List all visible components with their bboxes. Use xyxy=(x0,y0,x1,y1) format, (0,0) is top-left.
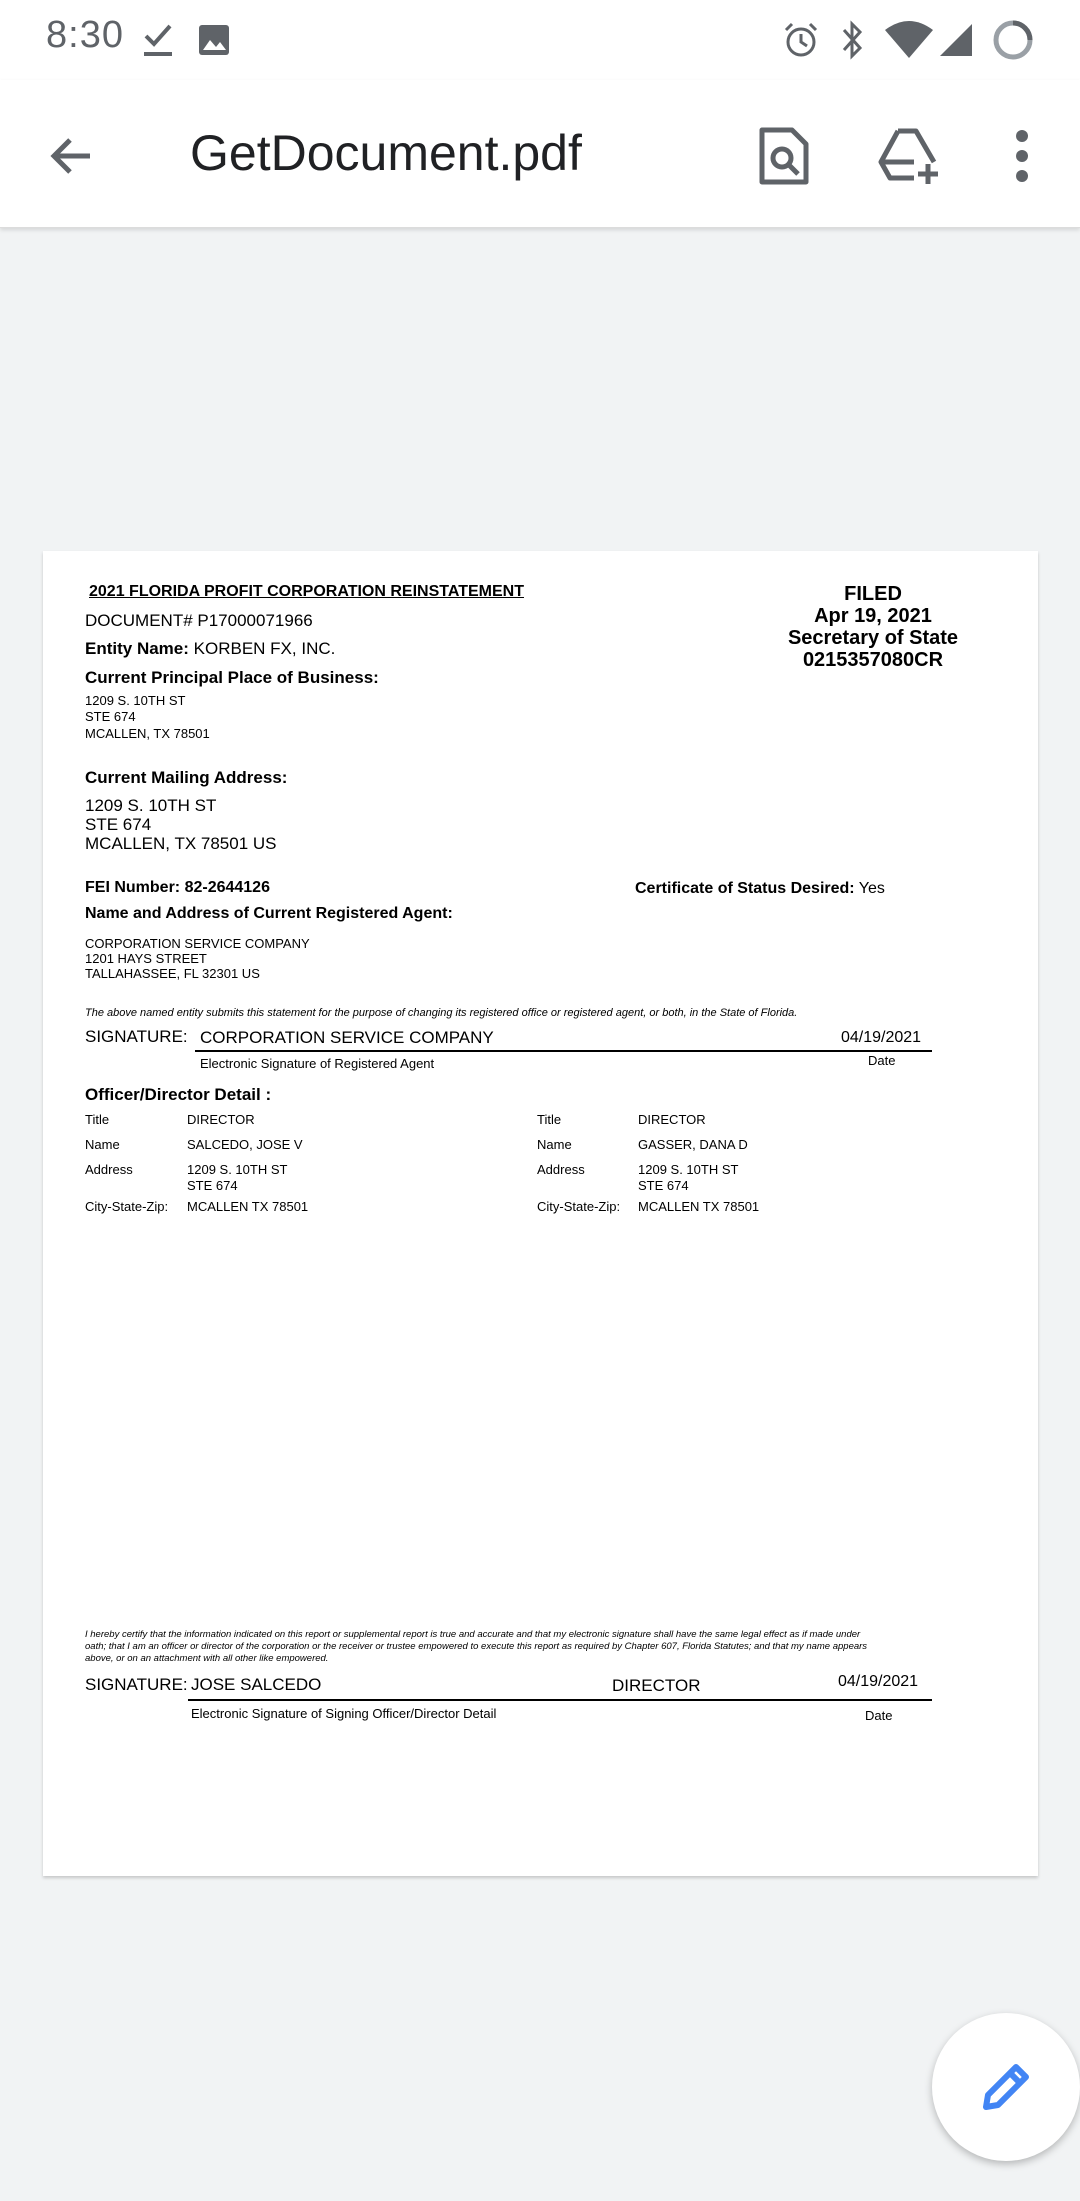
filed-line-1: FILED xyxy=(844,583,902,605)
document-title: GetDocument.pdf xyxy=(190,125,582,181)
filed-line-2: Apr 19, 2021 xyxy=(814,605,932,627)
officer-1-csz: MCALLEN TX 78501 xyxy=(187,1199,309,1214)
agent-line-1: CORPORATION SERVICE COMPANY xyxy=(85,936,310,951)
fei-number: FEI Number: 82-2644126 xyxy=(85,879,270,896)
filed-stamp xyxy=(703,583,1043,671)
more-options-icon xyxy=(1014,130,1030,182)
officer-1-name-label: Name xyxy=(85,1137,120,1152)
agent-label: Name and Address of Current Registered Agent: xyxy=(85,905,453,922)
principal-line-3: MCALLEN, TX 78501 xyxy=(85,726,210,741)
officer-signature-label: SIGNATURE: xyxy=(85,1675,188,1694)
app-bar xyxy=(0,80,1080,228)
mailing-line-1: 1209 S. 10TH ST xyxy=(85,796,217,815)
officer-date-caption: Date xyxy=(865,1708,893,1723)
officer-signature-line xyxy=(188,1699,932,1701)
officer-1-csz-label: City-State-Zip: xyxy=(85,1199,169,1214)
download-done-icon xyxy=(142,18,174,62)
filed-line-4: 0215357080CR xyxy=(802,649,944,671)
officer-2-csz-label: City-State-Zip: xyxy=(537,1199,621,1214)
document-number: DOCUMENT# P17000071966 xyxy=(85,611,313,630)
officer-1-address-line-1: 1209 S. 10TH ST xyxy=(187,1162,288,1177)
officer-1-address-line-2: STE 674 xyxy=(187,1178,238,1193)
certify-line-2: oath; that I am an officer or director of the corporation or the receiver or trustee empowered to execute this report as required by Chapter 607, Florida Statutes; and that my name appears xyxy=(85,1641,868,1652)
officer-signature-caption: Electronic Signature of Signing Officer/Director Detail xyxy=(191,1706,497,1721)
edit-pencil-icon xyxy=(978,2059,1034,2115)
battery-icon xyxy=(992,18,1034,62)
agent-signature-line xyxy=(195,1050,932,1052)
edit-fab-button[interactable] xyxy=(932,2013,1080,2161)
officer-2-csz: MCALLEN TX 78501 xyxy=(638,1199,760,1214)
officer-1-title: DIRECTOR xyxy=(187,1112,255,1127)
officer-2-address-label: Address xyxy=(537,1162,585,1177)
officer-2-address-line-2: STE 674 xyxy=(638,1178,689,1193)
officer-signature-name: JOSE SALCEDO xyxy=(191,1675,322,1694)
officer-1-title-label: Title xyxy=(85,1112,110,1127)
entity-name xyxy=(85,639,335,659)
principal-line-1: 1209 S. 10TH ST xyxy=(85,693,186,708)
officer-2-name: GASSER, DANA D xyxy=(638,1137,748,1152)
mailing-line-2: STE 674 xyxy=(85,815,152,834)
find-in-document-icon xyxy=(758,126,810,186)
image-icon xyxy=(198,18,230,62)
certificate-label: Certificate of Status Desired: xyxy=(635,880,855,897)
principal-line-2: STE 674 xyxy=(85,709,136,724)
back-arrow-icon xyxy=(48,132,96,180)
agent-statement: The above named entity submits this statement for the purpose of changing its registered office or registered agent, or both, in the State of Florida. xyxy=(85,1007,798,1019)
officer-signature-title: DIRECTOR xyxy=(612,1676,701,1695)
status-bar xyxy=(0,0,1080,80)
officer-2-name-label: Name xyxy=(537,1137,572,1152)
agent-signature-label: SIGNATURE: xyxy=(85,1027,188,1046)
bluetooth-icon xyxy=(838,18,866,62)
add-to-drive-button[interactable] xyxy=(870,116,950,196)
pdf-page[interactable] xyxy=(43,551,1038,1876)
agent-signature-date: 04/19/2021 xyxy=(841,1029,922,1046)
signal-icon xyxy=(938,18,974,62)
filed-line-3: Secretary of State xyxy=(787,627,959,649)
certificate-of-status xyxy=(635,880,885,898)
find-in-document-button[interactable] xyxy=(744,116,824,196)
certify-line-3: above, or on an attachment with all other like empowered. xyxy=(85,1653,329,1664)
agent-line-3: TALLAHASSEE, FL 32301 US xyxy=(85,966,260,981)
officer-2-title: DIRECTOR xyxy=(638,1112,706,1127)
certify-line-1: I hereby certify that the information indicated on this report or supplemental report is true and accurate and that my electronic signature shall have the same legal effect as if made under xyxy=(85,1629,861,1640)
wifi-icon xyxy=(884,18,934,62)
agent-signature-caption: Electronic Signature of Registered Agent xyxy=(200,1056,435,1071)
officer-signature-date: 04/19/2021 xyxy=(838,1673,919,1690)
entity-name-value: KORBEN FX, INC. xyxy=(193,639,336,658)
alarm-icon xyxy=(782,18,820,62)
agent-line-2: 1201 HAYS STREET xyxy=(85,951,207,966)
officer-heading: Officer/Director Detail : xyxy=(85,1085,272,1104)
principal-label: Current Principal Place of Business: xyxy=(85,668,379,687)
add-to-drive-icon xyxy=(878,128,942,184)
officer-2-address-line-1: 1209 S. 10TH ST xyxy=(638,1162,739,1177)
entity-name-label: Entity Name: xyxy=(85,639,189,658)
more-options-button[interactable] xyxy=(982,116,1062,196)
officer-1-name: SALCEDO, JOSE V xyxy=(187,1137,303,1152)
status-time: 8:30 xyxy=(46,14,124,56)
mailing-line-3: MCALLEN, TX 78501 US xyxy=(85,834,277,853)
certificate-value: Yes xyxy=(858,880,885,897)
officer-1-address-label: Address xyxy=(85,1162,133,1177)
agent-date-caption: Date xyxy=(868,1053,896,1068)
document-heading: 2021 FLORIDA PROFIT CORPORATION REINSTATEMENT xyxy=(89,583,524,600)
back-button[interactable] xyxy=(36,120,108,192)
agent-signature-name: CORPORATION SERVICE COMPANY xyxy=(200,1028,494,1047)
officer-2-title-label: Title xyxy=(537,1112,562,1127)
mailing-label: Current Mailing Address: xyxy=(85,768,288,787)
